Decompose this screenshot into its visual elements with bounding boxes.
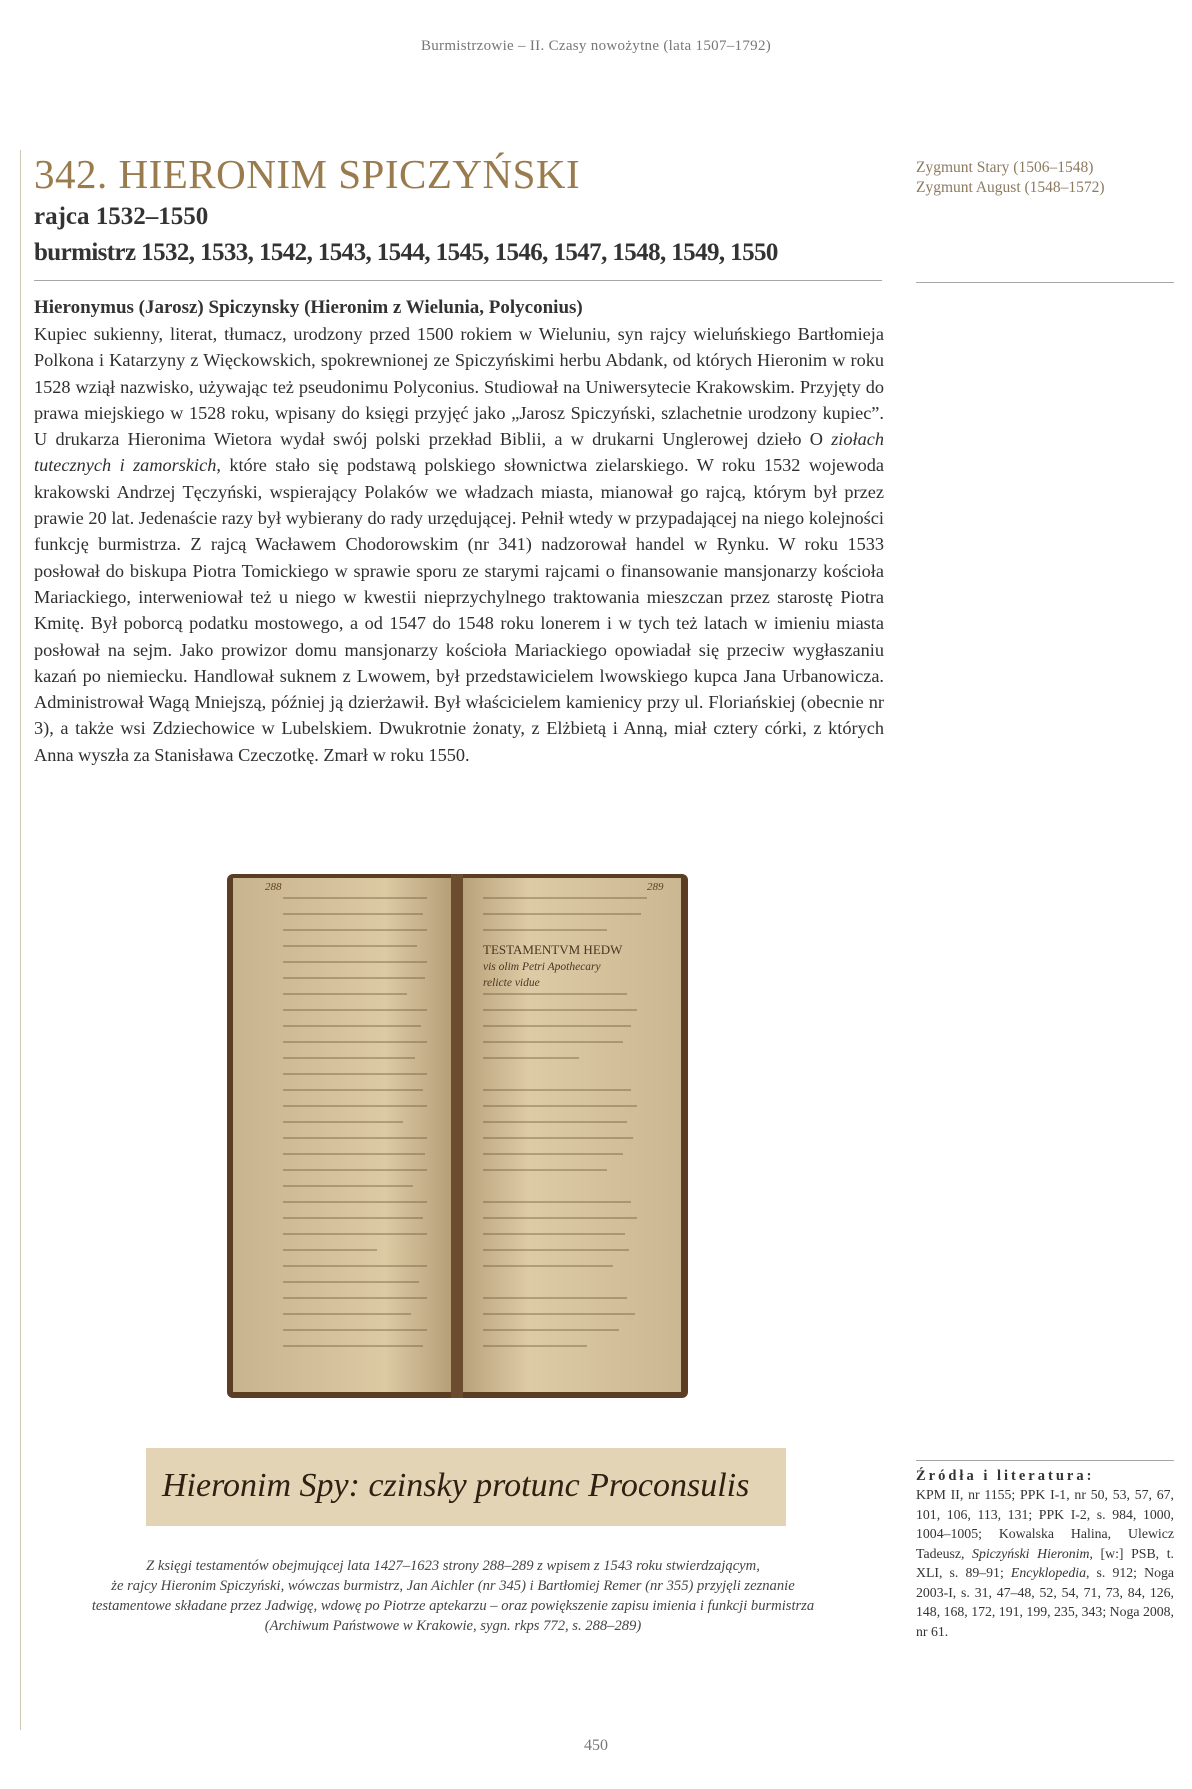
running-head: Burmistrzowie – II. Czasy nowożytne (lata 1507–1792) [420,38,772,54]
figure-caption [28,1556,878,1636]
sources-part-2: , [w:] PSB, t. XLI, s. 89–91; [916,1545,1174,1580]
manuscript-heading-1: TESTAMENTVM HEDW [483,942,623,957]
bio-text-part-1: Kupiec sukienny, literat, tłumacz, urodzony przed 1500 rokiem w Wieluniu, syn rajcy wieluńskiego Bartłomieja Polkona i Katarzyny z Więckowskich, spokrewnionej ze Spiczyńskimi herbu Abdank, od których Hieronim w roku 1528 wziął nazwisko, używając też pseudonimu Polyconius. Studiował na Uniwersytecie Krakowskim. Przyjęty do prawa miejskiego w 1528 roku, wpisany do księgi przyjęć jako „Jarosz Spiczyński, szlachetnie urodzony kupiec”. U drukarza Hieronima Wietora wydał swój polski przekład Biblii, a w drukarni Unglerowej dzieło O [34,324,884,450]
bio-text-part-2: , które stało się podstawą polskiego słownictwa zielarskiego. W roku 1532 wojewoda krakowski Andrzej Tęczyński, wspierający Polaków we władzach miasta, mianował go rajcą, którym był przez prawie 20 lat. Jedenaście razy był wybierany do rady urzędującej. Pełnił wtedy w przypadającej na niego kolejności funkcję burmistrza. Z rajcą Wacławem Chodorowskim (nr 341) nadzorował handel w Rynku. W roku 1533 posłował do biskupa Piotra Tomickiego w sprawie sporu ze starymi rajcami o finansowanie mansjonarzy kościoła Mariackiego, interweniował też u niego w kwestii nieprzychylnego traktowania mieszczan przez starostę Piotra Kmitę. Był poborcą podatku mostowego, a od 1547 do 1548 roku lonerem i w tych też latach w imieniu miasta posłował na sejm. Jako prowizor domu mansjonarzy kościoła Mariackiego opowiadał się przeciw wygłaszaniu kazań po niemiecku. Handlował suknem z Lwowem, był przedstawicielem lwowskiego kupca Jana Urbanowicza. Administrował Wagą Mniejszą, później ją dzierżawił. Był właścicielem kamienicy przy ul. Floriańskiej (obecnie nr 3), a także wsi Zdziechowice w Lubelskiem. Dwukrotnie żonaty, z Elżbietą i Anną, miał cztery córki, z których Anna wyszła za Stanisława Czeczotkę. Zmarł w roku 1550. [34,455,884,765]
sidebar-reigns [916,158,1174,198]
column-rule [20,150,21,1730]
bio-italic-title: ziołach tutecznych i zamorskich [34,429,884,476]
entry-biography [34,321,884,768]
sources-part-3: , s. 912; Noga 2003-I, s. 31, 47–48, 52, 54, 71, 73, 84, 126, 148, 168, 172, 191, 199, 235, 343; Noga 2008, nr 61. [916,1565,1174,1639]
sources-divider [916,1460,1174,1461]
entry-title: 342. HIERONIM SPICZYŃSKI [34,151,581,197]
page-number-right: 289 [647,881,664,893]
entry-alias: Hieronymus (Jarosz) Spiczynsky (Hieronim z Wielunia, Polyconius) [34,297,583,318]
signature-text: Hieronim Spy: czinsky protunc Proconsulis [162,1467,750,1504]
caption-line-3: testamentowe składane przez Jadwigę, wdowę po Piotrze aptekarzu – oraz powiększenie zapisu imienia i funkcji burmistrza [91,1598,815,1614]
entry-subtitle-burmistrz: burmistrz 1532, 1533, 1542, 1543, 1544, 1545, 1546, 1547, 1548, 1549, 1550 [34,239,778,266]
sources-text [916,1485,1174,1641]
sources-italic-2: Encyklopedia [1010,1565,1086,1580]
caption-line-4: (Archiwum Państwowe w Krakowie, sygn. rkps 772, s. 288–289) [264,1618,642,1634]
reign-line-2: Zygmunt August (1548–1572) [916,179,1105,196]
reign-line-1: Zygmunt Stary (1506–1548) [916,159,1094,176]
manuscript-illustration [227,874,688,1398]
caption-line-1: Z księgi testamentów obejmującej lata 1427–1623 strony 288–289 z wpisem z 1543 roku stwierdzającym, [146,1558,760,1574]
entry-subtitle-rajca: rajca 1532–1550 [34,203,209,230]
manuscript-heading-3: relicte vidue [483,977,540,989]
sources-block [916,1468,1174,1641]
manuscript-photo [227,874,688,1398]
sources-title: Źródła i literatura: [916,1468,1095,1484]
sidebar-divider [916,282,1174,283]
page-number: 450 [584,1737,608,1754]
entry-main-column [34,150,884,768]
signature-strip [146,1448,786,1526]
sources-part-1: KPM II, nr 1155; PPK I-1, nr 50, 53, 57, 67, 101, 106, 113, 131; PPK I-2, s. 984, 1000, 1004–1005; Kowalska Halina, Ulewicz Tadeusz, [916,1487,1174,1561]
page-number-left: 288 [265,881,282,893]
sources-italic-1: Spiczyński Hieronim [972,1545,1090,1561]
title-divider [34,280,882,281]
signature-enlargement [146,1448,786,1526]
manuscript-heading-2: vis olim Petri Apothecary [483,961,601,973]
caption-line-2: że rajcy Hieronim Spiczyński, wówczas burmistrz, Jan Aichler (nr 345) i Bartłomiej Remer (nr 355) przyjęli zeznanie [111,1578,795,1594]
